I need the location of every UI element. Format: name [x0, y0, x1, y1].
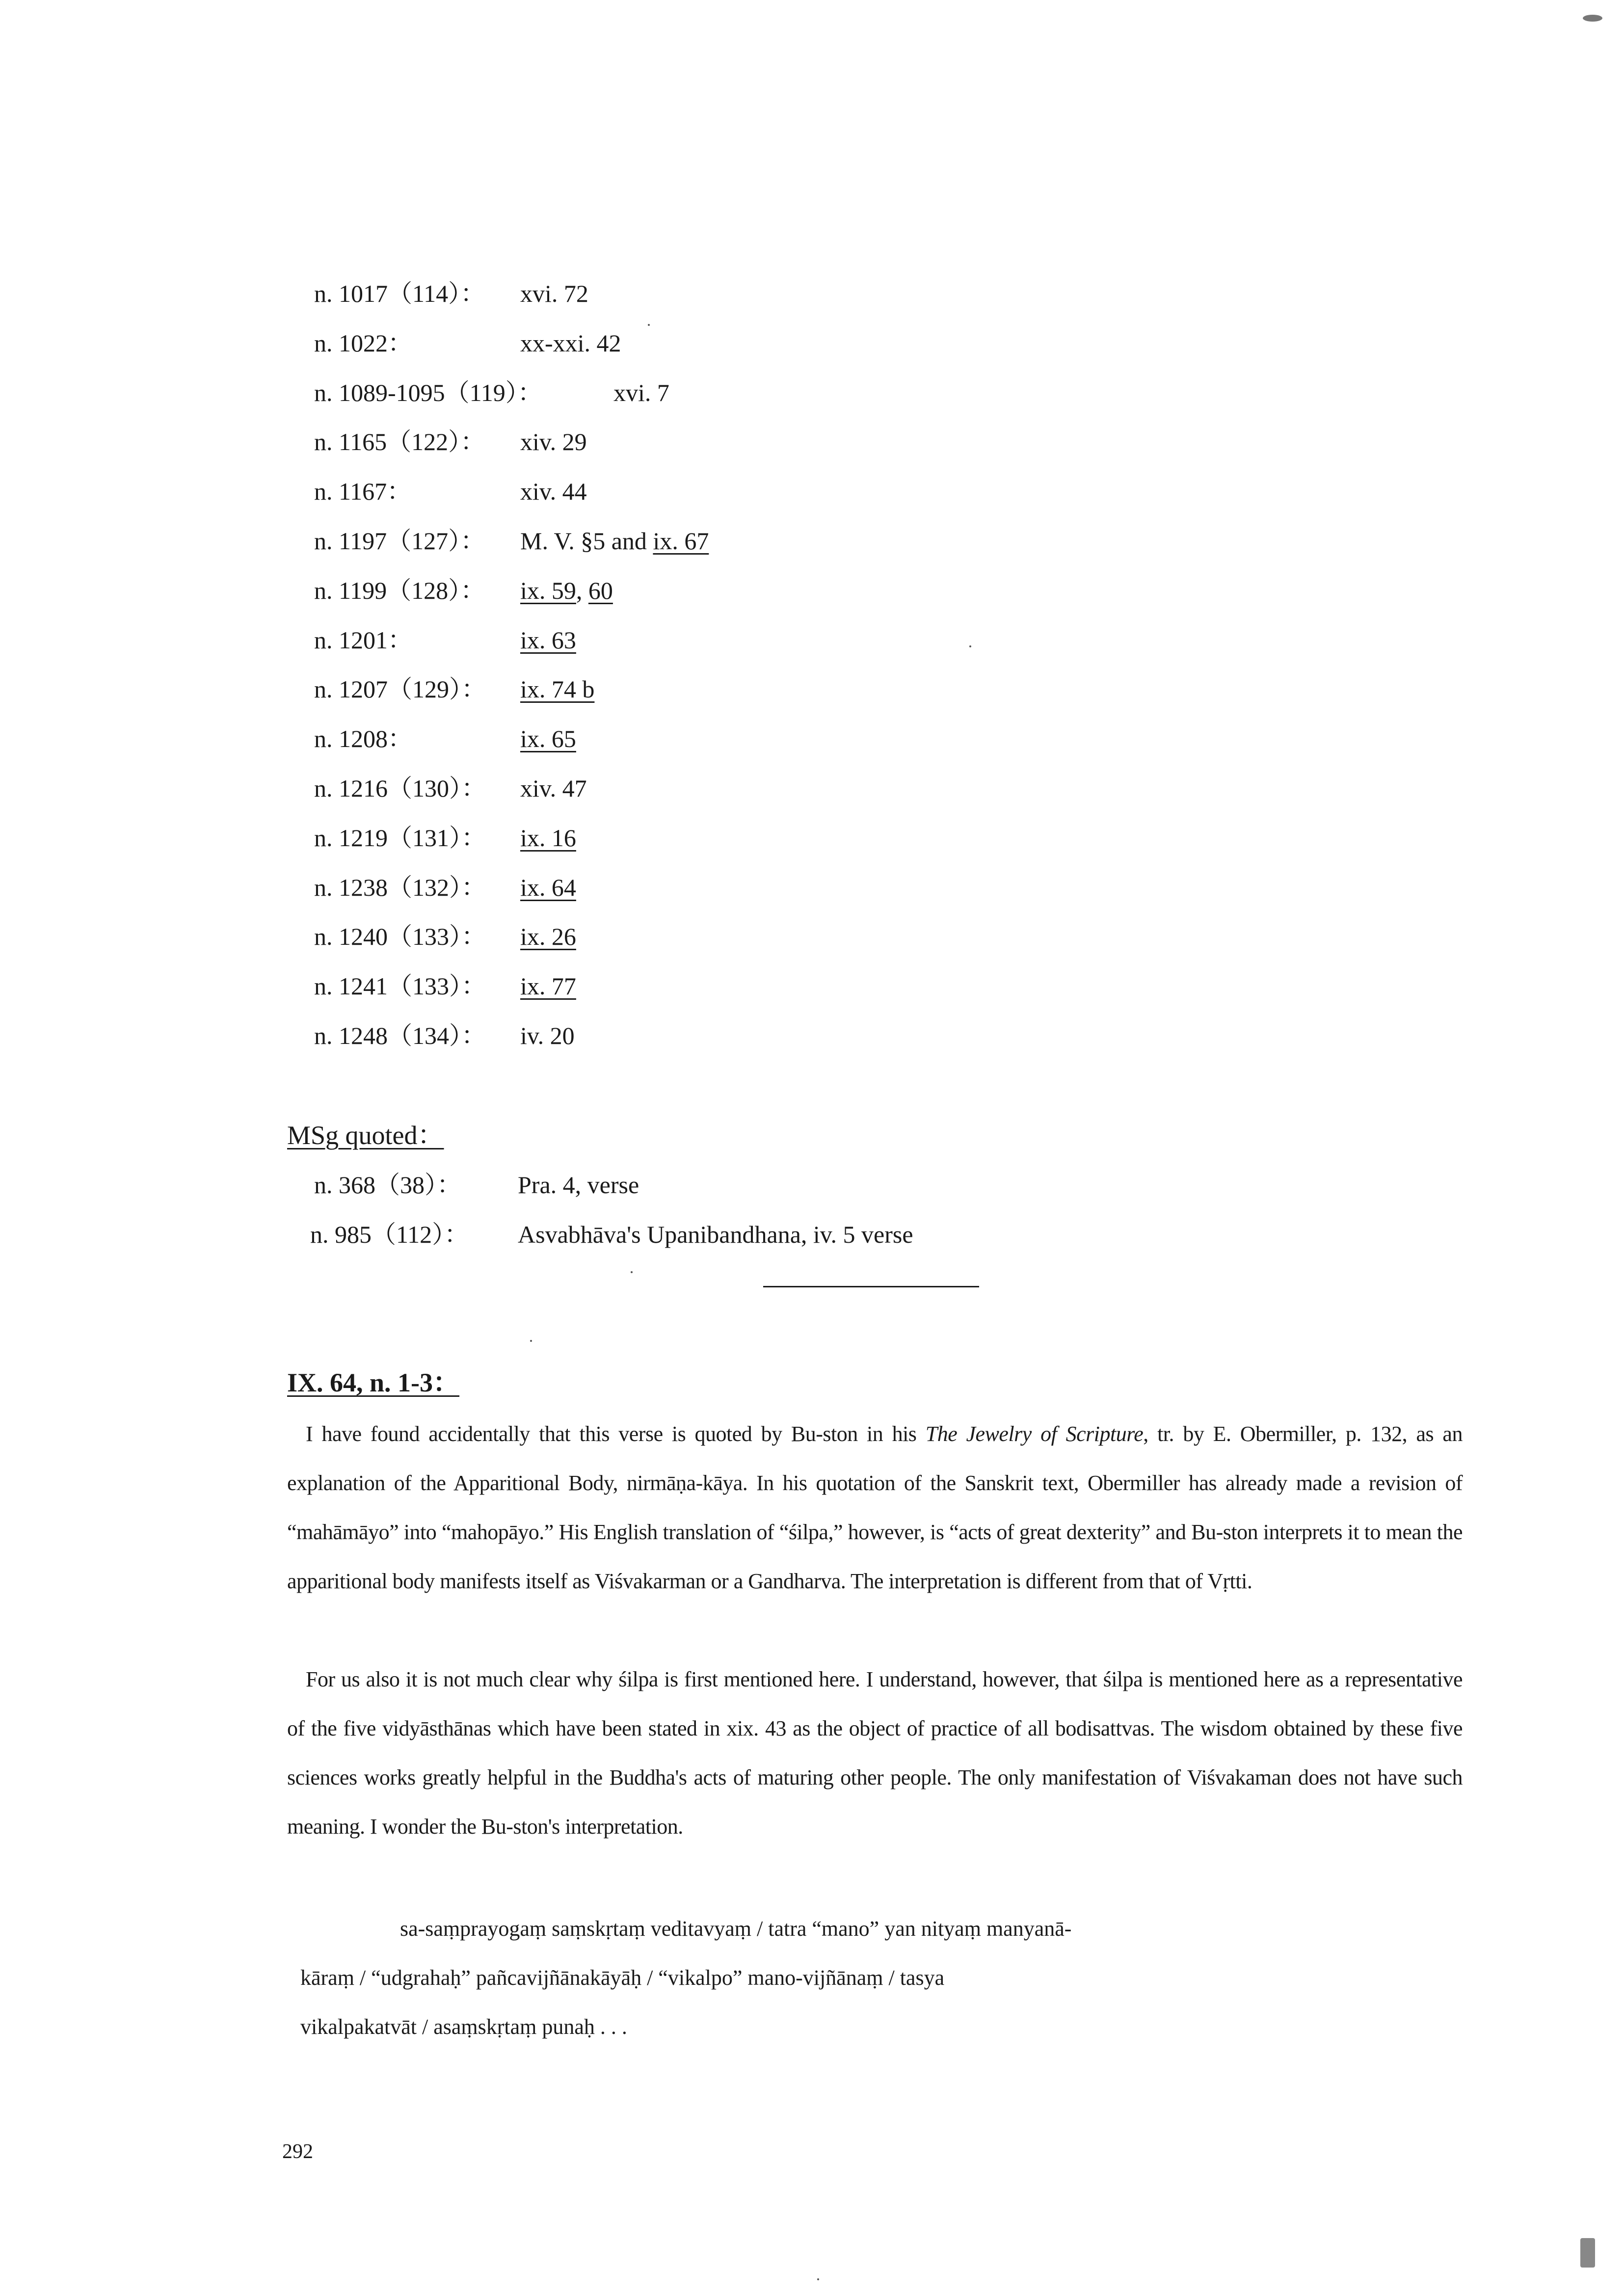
note-number: n. 1208： [314, 725, 412, 752]
paragraph-1: I have found accidentally that this verse is quoted by Bu-ston in his The Jewelry of Scripture, tr. by E. Obermiller, p. 132, as an explanation of the Apparitional Body, nirmāṇa-kāya. In his quotation of the Sanskrit text, Obermiller has already made a revision of “mahāmāyo” into “mahopāyo.” His English translation of “śilpa,” however, is “acts of great dexterity” and Bu-ston interprets it to mean the apparitional body manifests itself as Viśvakarman or a Gandharva. The interpretation is different from that of Vṛtti. [287, 1422, 1463, 1593]
sanskrit-quote-line: vikalpakatvāt / asaṃskṛtaṃ punaḥ . . . [300, 2015, 627, 2039]
note-number: n. 1165（122）： [314, 428, 485, 455]
reference-target: xvi. 7 [613, 379, 669, 406]
note-number: n. 1240（133）： [314, 923, 486, 950]
book-title: The Jewelry of Scripture [925, 1422, 1144, 1446]
scan-dust [648, 324, 650, 326]
scan-dust [969, 645, 971, 647]
reference-target: Asvabhāva's Upanibandhana, iv. 5 verse [518, 1221, 913, 1248]
note-number: n. 1241（133）： [314, 972, 486, 1000]
reference-link[interactable]: ix. 63 [520, 626, 576, 654]
reference-link[interactable]: ix. 65 [520, 725, 576, 752]
note-number: n. 1167： [314, 478, 412, 505]
paragraph-2: For us also it is not much clear why śilpa is first mentioned here. I understand, however, that śilpa is mentioned here as a representative of the five vidyāsthānas which have been stated in xix. 43 as the object of practice of all bodisattvas. The wisdom obtained by these five sciences works greatly helpful in the Buddha's acts of maturing other people. The only manifestation of Viśvakaman does not have such meaning. I wonder the Bu-ston's interpretation. [287, 1667, 1463, 1839]
reference-link[interactable]: ix. 77 [520, 972, 576, 1000]
reference-link[interactable]: ix. 16 [520, 824, 576, 852]
note-number: n. 1238（132）： [314, 874, 486, 901]
reference-link[interactable]: ix. 59 [520, 577, 576, 604]
reference-target: xiv. 44 [520, 478, 587, 505]
page-number: 292 [282, 2140, 313, 2163]
reference-link[interactable]: ix. 74 b [520, 675, 595, 703]
note-number: n. 1197（127）： [314, 527, 485, 555]
note-number: n. 1216（130）： [314, 774, 486, 802]
reference-target: xiv. 29 [520, 428, 587, 455]
note-number: n. 985（112）： [310, 1221, 469, 1248]
note-number: n. 1248（134）： [314, 1022, 486, 1049]
reference-target: xiv. 47 [520, 774, 587, 802]
note-number: n. 368（38）： [314, 1171, 461, 1199]
reference-target: iv. 20 [520, 1022, 575, 1049]
reference-target: xx-xxi. 42 [520, 329, 621, 357]
note-number: n. 1089-1095（119）： [314, 379, 542, 406]
reference-link[interactable]: 60 [588, 577, 613, 604]
reference-target-prefix: M. V. §5 and [520, 527, 653, 555]
note-number: n. 1201： [314, 626, 412, 654]
sanskrit-quote-line: sa-saṃprayogaṃ saṃskṛtaṃ veditavyaṃ / tatra “mano” yan nityaṃ manyanā- [400, 1917, 1072, 1941]
reference-target: Pra. 4, verse [518, 1171, 639, 1199]
scan-mark [1583, 15, 1602, 22]
scan-dust [530, 1340, 532, 1342]
reference-link[interactable]: ix. 64 [520, 874, 576, 901]
reference-separator: , [576, 577, 588, 604]
scan-dust [631, 1271, 633, 1273]
section-divider [763, 1286, 979, 1287]
note-number: n. 1219（131）： [314, 824, 486, 852]
note-number: n. 1207（129）： [314, 675, 486, 703]
scan-dust [817, 2278, 819, 2280]
ix-section-heading: IX. 64, n. 1-3： [287, 1368, 460, 1397]
reference-link[interactable]: ix. 67 [653, 527, 709, 555]
scan-mark [1580, 2238, 1595, 2268]
msg-quoted-heading: MSg quoted： [287, 1121, 444, 1150]
note-number: n. 1199（128）： [314, 577, 485, 604]
reference-link[interactable]: ix. 26 [520, 923, 576, 950]
note-number: n. 1017（114）： [314, 280, 485, 307]
note-number: n. 1022： [314, 329, 412, 357]
reference-target: xvi. 72 [520, 280, 588, 307]
sanskrit-quote-line: kāraṃ / “udgrahaḥ” pañcavijñānakāyāḥ / “vikalpo” mano-vijñānaṃ / tasya [300, 1966, 945, 1990]
